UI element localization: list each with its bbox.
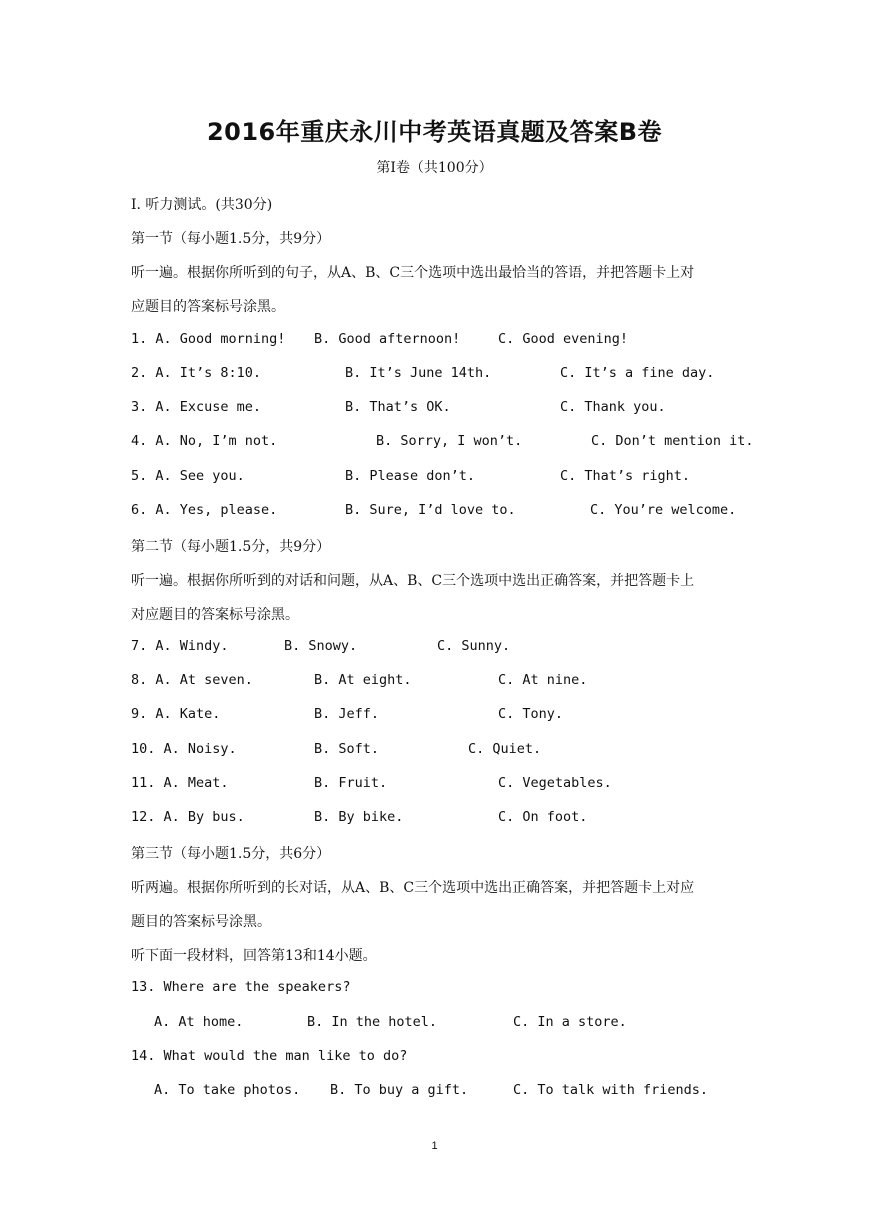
question-3-option-c: C. Thank you. — [560, 399, 666, 415]
question-2: 2. A. It’s 8:10. — [131, 365, 262, 381]
question-6-option-b: B. Sure, I’d love to. — [345, 502, 516, 518]
section2-header: 第二节（每小题1.5分，共9分） — [131, 539, 331, 555]
question-5-option-b: B. Please don’t. — [345, 468, 476, 484]
question-14-stem: 14. What would the man like to do? — [131, 1048, 408, 1064]
question-11: 11. A. Meat. — [131, 775, 229, 791]
question-7: 7. A. Windy. — [131, 638, 229, 654]
section1-instruction: 听一遍。根据你所听到的句子，从A、B、C三个选项中选出最恰当的答语，并把答题卡上对 — [131, 265, 695, 281]
section1-instruction-cont: 应题目的答案标号涂黑。 — [131, 299, 285, 315]
question-11-option-b: B. Fruit. — [314, 775, 388, 791]
part1-heading: I. 听力测试。(共30分) — [131, 197, 273, 213]
question-7-option-b: B. Snowy. — [284, 638, 358, 654]
section3-material-note: 听下面一段材料，回答第13和14小题。 — [131, 948, 377, 964]
question-9-option-b: B. Jeff. — [314, 706, 380, 722]
question-14-option-b: B. To buy a gift. — [330, 1082, 469, 1098]
page-number: 1 — [431, 1140, 438, 1152]
question-4: 4. A. No, I’m not. — [131, 433, 278, 449]
question-2-option-b: B. It’s June 14th. — [345, 365, 492, 381]
question-12: 12. A. By bus. — [131, 809, 245, 825]
question-4-option-b: B. Sorry, I won’t. — [376, 433, 523, 449]
question-1: 1. A. Good morning! — [131, 331, 286, 347]
question-5: 5. A. See you. — [131, 468, 245, 484]
question-3: 3. A. Excuse me. — [131, 399, 262, 415]
question-12-option-b: B. By bike. — [314, 809, 404, 825]
paper-subtitle: 第Ⅰ卷（共100分） — [376, 160, 493, 176]
question-14-option-a: A. To take photos. — [154, 1082, 301, 1098]
question-10: 10. A. Noisy. — [131, 741, 237, 757]
question-14-option-c: C. To talk with friends. — [513, 1082, 709, 1098]
question-8-option-c: C. At nine. — [498, 672, 588, 688]
section2-instruction: 听一遍。根据你所听到的对话和问题，从A、B、C三个选项中选出正确答案，并把答题卡上 — [131, 573, 695, 589]
page-title: 2016年重庆永川中考英语真题及答案B卷 — [206, 118, 663, 146]
question-1-option-c: C. Good evening! — [498, 331, 629, 347]
question-1-option-b: B. Good afternoon! — [314, 331, 461, 347]
question-8: 8. A. At seven. — [131, 672, 253, 688]
section3-instruction-cont: 题目的答案标号涂黑。 — [131, 914, 271, 930]
question-10-option-c: C. Quiet. — [468, 741, 542, 757]
question-6-option-c: C. You’re welcome. — [590, 502, 737, 518]
question-2-option-c: C. It’s a fine day. — [560, 365, 715, 381]
question-13-option-b: B. In the hotel. — [307, 1014, 438, 1030]
question-6: 6. A. Yes, please. — [131, 502, 278, 518]
section2-instruction-cont: 对应题目的答案标号涂黑。 — [131, 607, 299, 623]
question-3-option-b: B. That’s OK. — [345, 399, 451, 415]
section3-instruction: 听两遍。根据你所听到的长对话，从A、B、C三个选项中选出正确答案，并把答题卡上对应 — [131, 880, 695, 896]
section3-header: 第三节（每小题1.5分，共6分） — [131, 846, 331, 862]
question-10-option-b: B. Soft. — [314, 741, 380, 757]
question-9: 9. A. Kate. — [131, 706, 221, 722]
question-13-option-c: C. In a store. — [513, 1014, 627, 1030]
question-9-option-c: C. Tony. — [498, 706, 564, 722]
question-5-option-c: C. That’s right. — [560, 468, 691, 484]
question-7-option-c: C. Sunny. — [437, 638, 511, 654]
question-8-option-b: B. At eight. — [314, 672, 412, 688]
question-4-option-c: C. Don’t mention it. — [591, 433, 754, 449]
question-13-option-a: A. At home. — [154, 1014, 244, 1030]
question-13-stem: 13. Where are the speakers? — [131, 979, 351, 995]
section1-header: 第一节（每小题1.5分，共9分） — [131, 231, 331, 247]
question-11-option-c: C. Vegetables. — [498, 775, 612, 791]
question-12-option-c: C. On foot. — [498, 809, 588, 825]
